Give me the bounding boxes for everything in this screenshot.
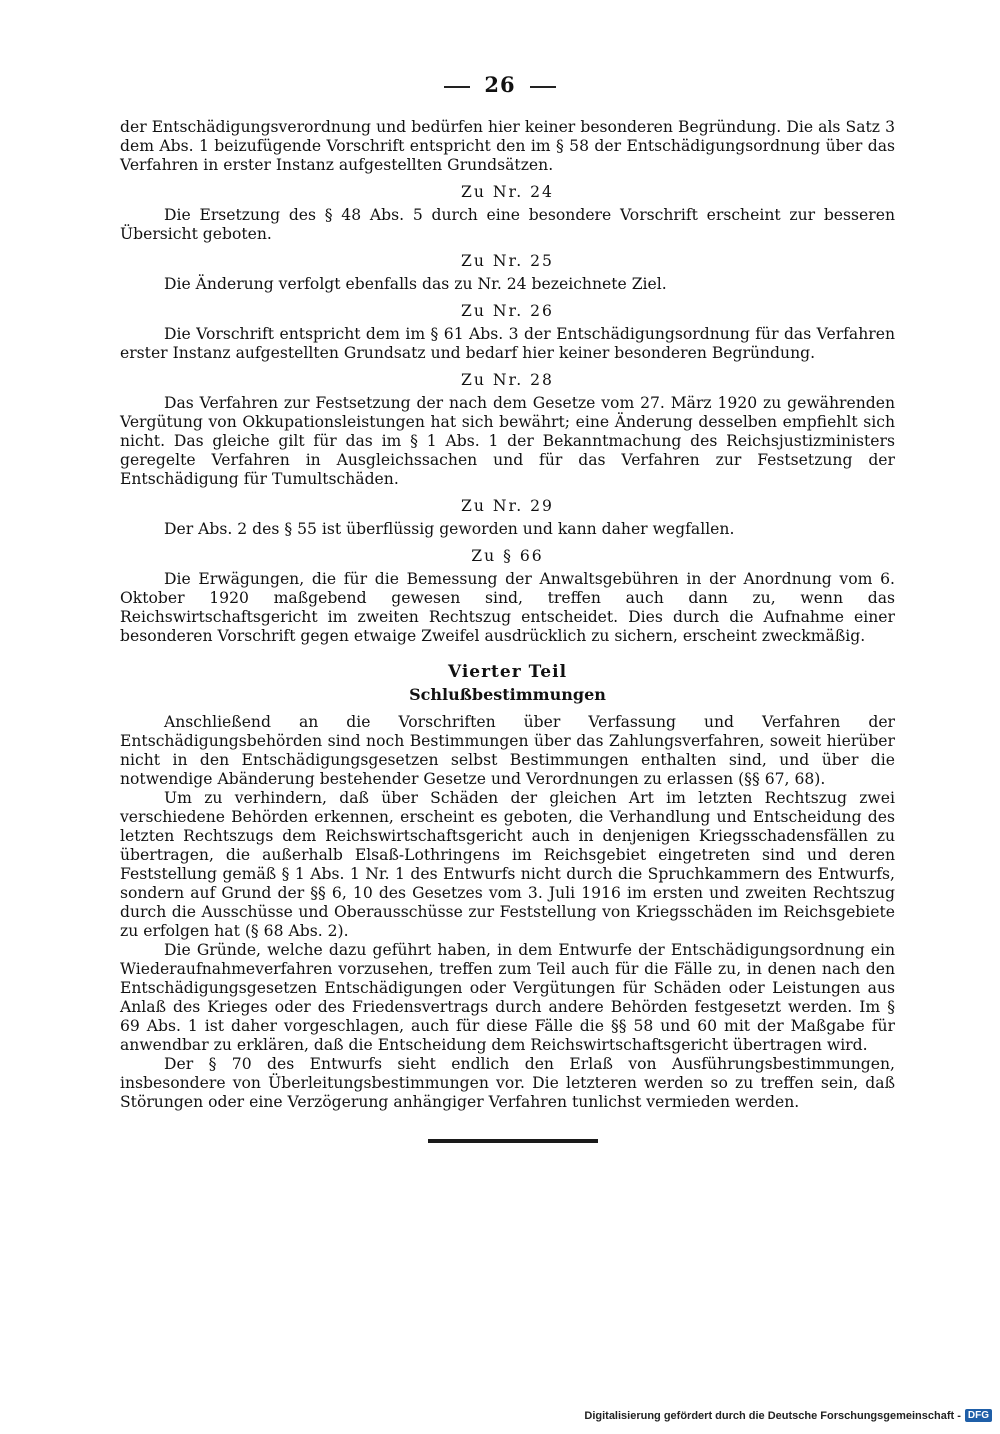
section-nr-25: [120, 252, 895, 294]
section-text: Die Änderung verfolgt ebenfalls das zu Nr. 24 bezeichnete Ziel.: [164, 275, 667, 293]
page-number: [0, 72, 1000, 97]
section-text: Die Ersetzung des § 48 Abs. 5 durch eine besondere Vorschrift erscheint zur besseren Übersicht geboten.: [120, 206, 895, 243]
section-heading: Zu Nr. 24: [461, 183, 554, 201]
section-heading: Zu Nr. 26: [461, 302, 554, 320]
intro-paragraph: der Entschädigungsverordnung und bedürfen hier keiner besonderen Begründung. Die als Satz 3 dem Abs. 1 beizufügende Vorschrift entspricht den im § 58 der Entschädigungsordnung über das Verfahren in erster Instanz aufgestellten Grundsätzen.: [120, 118, 895, 174]
part-subtitle: Schlußbestimmungen: [409, 685, 606, 704]
part-title: Vierter Teil: [447, 662, 568, 682]
page-number-dash-left: [444, 86, 470, 88]
digitization-footer: [584, 1409, 992, 1422]
dfg-logo: DFG: [965, 1409, 992, 1422]
final-paragraph: Die Gründe, welche dazu geführt haben, in dem Entwurfe der Entschädigungsordnung ein Wiederaufnahmeverfahren vorzusehen, treffen zum Teil auch für die Fälle zu, in denen nach den Entschädigungsgesetzen Entschädigungen oder Vergütungen für Schäden oder Leistungen aus Anlaß des Krieges oder des Friedensvertrags durch andere Behörden festgesetzt werden. Im § 69 Abs. 1 ist daher vorgeschlagen, auch für diese Fälle die §§ 58 und 60 mit der Maßgabe für anwendbar zu erklären, daß die Entscheidung dem Reichswirtschaftsgericht übertragen wird.: [120, 941, 895, 1054]
section-para-66: [120, 547, 895, 646]
body-text: [120, 118, 895, 1112]
section-nr-24: [120, 183, 895, 244]
final-paragraph: Der § 70 des Entwurfs sieht endlich den Erlaß von Ausführungsbestimmungen, insbesondere von Überleitungsbestimmungen vor. Die letzteren werden so zu treffen sein, daß Störungen oder eine Verzögerung anhängiger Verfahren tunlichst vermieden werden.: [120, 1055, 895, 1111]
page-number-value: 26: [484, 72, 516, 97]
end-rule-divider: [428, 1139, 598, 1143]
section-heading: Zu § 66: [471, 547, 544, 565]
section-text: Der Abs. 2 des § 55 ist überflüssig geworden und kann daher wegfallen.: [164, 520, 735, 538]
section-nr-29: [120, 497, 895, 539]
section-text: Die Erwägungen, die für die Bemessung der Anwaltsgebühren in der Anordnung vom 6. Oktober 1920 maßgebend gewesen sind, treffen auch dann zu, wenn das Reichswirtschaftsgericht im zweiten Rechtszug entscheidet. Dies durch die Aufnahme einer besonderen Vorschrift gegen etwaige Zweifel ausdrücklich zu sichern, erscheint zweckmäßig.: [120, 570, 895, 645]
section-text: Das Verfahren zur Festsetzung der nach dem Gesetze vom 27. März 1920 zu gewährenden Vergütung von Okkupationsleistungen hat sich bewährt; eine Änderung desselben empfiehlt sich nicht. Das gleiche gilt für das im § 1 Abs. 1 der Bekanntmachung des Reichsjustizministers geregelte Verfahren in Ausgleichssachen und für das Verfahren zur Festsetzung der Entschädigung für Tumultschäden.: [120, 394, 895, 488]
page-number-dash-right: [530, 86, 556, 88]
final-paragraph: Anschließend an die Vorschriften über Verfassung und Verfahren der Entschädigungsbehörden sind noch Bestimmungen über das Zahlungsverfahren, soweit hierüber nicht in den Entschädigungsgesetzen selbst Bestimmungen enthalten sind, und über die notwendige Abänderung bestehender Gesetze und Verordnungen zu erlassen (§§ 67, 68).: [120, 713, 895, 788]
final-paragraph: Um zu verhindern, daß über Schäden der gleichen Art im letzten Rechtszug zwei verschiedene Behörden erkennen, erscheint es geboten, die Verhandlung und Entscheidung des letzten Rechtszugs dem Reichswirtschaftsgericht auch in denjenigen Kriegsschadensfällen zu übertragen, die außerhalb Elsaß-Lothringens im Reichsgebiet eingetreten sind und deren Feststellung gemäß § 1 Abs. 1 Nr. 1 des Entwurfs nicht durch die Spruchkammern des Entwurfs, sondern auf Grund der §§ 6, 10 des Gesetzes vom 3. Juli 1916 im ersten und zweiten Rechtszug durch die Ausschüsse und Oberausschüsse zur Feststellung von Kriegsschäden im Reichsgebiete zu erfolgen hat (§ 68 Abs. 2).: [120, 789, 895, 940]
section-heading: Zu Nr. 29: [461, 497, 554, 515]
section-heading: Zu Nr. 25: [461, 252, 554, 270]
section-nr-26: [120, 302, 895, 363]
section-text: Die Vorschrift entspricht dem im § 61 Abs. 3 der Entschädigungsordnung für das Verfahren erster Instanz aufgestellten Grundsatz und bedarf hier keiner besonderen Begründung.: [120, 325, 895, 362]
footer-text: Digitalisierung gefördert durch die Deutsche Forschungsgemeinschaft -: [584, 1409, 961, 1422]
section-nr-28: [120, 371, 895, 489]
section-heading: Zu Nr. 28: [461, 371, 554, 389]
